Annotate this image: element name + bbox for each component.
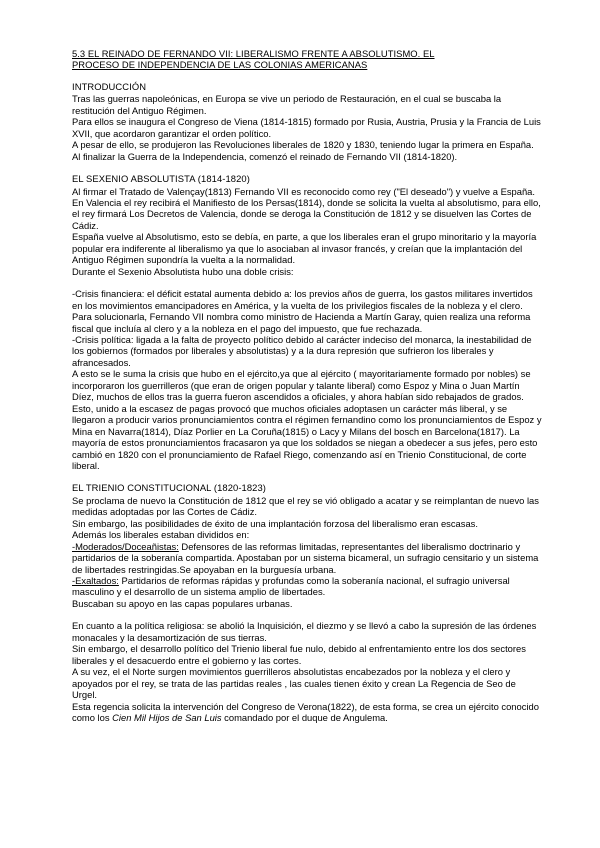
paragraph: -Crisis política: ligada a la falta de proyecto político debido al carácter indeciso del monarca, la inestabilidad de los gobiernos (formados por liberales y absolutistas) y a la dura represión que sufrieron los liberales y afrancesados. <box>72 333 532 368</box>
document-title <box>72 48 542 71</box>
paragraph: Además los liberales estaban divididos en: <box>72 529 250 541</box>
moderados-text: Defensores de las reformas limitadas, representantes del liberalismo doctrinario y partidarios de la soberanía compartida. Apostaban por un sistema bicameral, un sufragio censitario y un sistema de libertades restringidas.Se apoyaban en la burguesía urbana. <box>72 540 539 575</box>
exaltados-label: -Exaltados: <box>72 575 119 587</box>
title-line-1: 5.3 EL REINADO DE FERNANDO VII: LIBERALISMO FRENTE A ABSOLUTISMO. EL <box>72 48 435 59</box>
section-trienio-constitucional <box>72 482 542 723</box>
paragraph: España vuelve al Absolutismo, esto se debía, en parte, a que los liberales eran el grupo minoritario y la mayoría popular era indiferente al liberalismo ya que lo asociaban al invasor francés, y creían que la implantación del Antiguo Régimen supondría la vuelta a la normalidad. <box>72 231 537 266</box>
section-sexenio-absolutista <box>72 173 542 471</box>
paragraph: -Crisis financiera: el déficit estatal aumenta debido a: los previos años de guerra, los gastos militares invertidos en los movimientos emancipadores en América, y la vuelta de los privilegios fiscales de la nobleza y el clero. Para solucionarla, Fernando VII nombra como ministro de Hacienda a Martín Garay, quien realiza una reforma fiscal que incluía al clero y a la nobleza en el pago del impuesto, que fue rechazada. <box>72 288 533 334</box>
section-heading-trienio: EL TRIENIO CONSTITUCIONAL (1820-1823) <box>72 482 267 494</box>
verona-text-end: comandado por el duque de Angulema. <box>221 712 388 724</box>
verona-text-start: Esta regencia solicita la intervención del Congreso de Verona(1822), de esta forma, se crea un ejército conocido como los <box>72 700 539 724</box>
title-line-2: PROCESO DE INDEPENDENCIA DE LAS COLONIAS AMERICANAS <box>72 59 368 71</box>
paragraph: Tras las guerras napoleónicas, en Europa se vive un periodo de Restauración, en el cual se buscaba la restitución del Antiguo Régimen. <box>72 93 502 116</box>
paragraph: Sin embargo, el desarrollo político del Trienio liberal fue nulo, debido al enfrentamiento entre los dos sectores liberales y el desacuerdo entre el gobierno y las cortes. <box>72 643 526 666</box>
paragraph: En Valencia el rey recibirá el Manifiesto de los Persas(1814), donde se solicita la vuelta al absolutismo, para ello, el rey firmará Los Decretos de Valencia, donde se deroga la Constitución de 1812 y se disuelven las Cortes de Cádiz. <box>72 196 541 231</box>
paragraph: Al finalizar la Guerra de la Independencia, comenzó el reinado de Fernando VII (1814-1820). <box>72 150 458 162</box>
paragraph: A pesar de ello, se produjeron las Revoluciones liberales de 1820 y 1830, teniendo lugar la primera en España. <box>72 139 534 151</box>
paragraph-moderados <box>72 541 542 575</box>
paragraph-exaltados <box>72 575 542 598</box>
paragraph: En cuanto a la política religiosa: se abolió la Inquisición, el diezmo y se llevó a cabo la supresión de las órdenes monacales y la desamortización de sus tierras. <box>72 620 537 643</box>
section-heading-introduccion: INTRODUCCIÓN <box>72 80 147 92</box>
paragraph: Se proclama de nuevo la Constitución de 1812 que el rey se vió obligado a acatar y se reimplantan de nuevo las medidas adoptadas por las Cortes de Cádiz. <box>72 494 539 518</box>
paragraph: Al firmar el Tratado de Valençay(1813) Fernando VII es reconocido como rey ("El deseado") y vuelve a España. <box>72 185 535 197</box>
paragraph-verona <box>72 701 542 724</box>
cien-mil-hijos-italic: Cien Mil Hijos de San Luis <box>112 712 222 724</box>
paragraph: Sin embargo, las posibilidades de éxito de una implantación forzosa del liberalismo eran escasas. <box>72 517 478 529</box>
moderados-label: -Moderados/Doceañistas: <box>72 540 179 552</box>
paragraph: Buscaban su apoyo en las capas populares urbanas. <box>72 597 293 609</box>
paragraph: A su vez, el el Norte surgen movimientos guerrilleros absolutistas encabezados por la nobleza y el clero y apoyados por el rey, se trata de las partidas reales , las cuales tienen éxito y crean La Regencia de Seo de Urgel. <box>72 666 516 701</box>
paragraph: A esto se le suma la crisis que hubo en el ejército,ya que al ejército ( mayoritariamente formado por nobles) se incorporaron los guerrilleros (que eran de origen popular y talante liberal) como Espoz y Mina o Juan Martín Díez, muchos de ellos tras la guerra fueron ascendidos a oficiales, y ahora habían sido rebajados de grados. <box>72 368 531 403</box>
section-introduccion <box>72 81 542 162</box>
exaltados-text: Partidarios de reformas rápidas y profundas como la soberanía nacional, el sufragio universal masculino y el desarrollo de un sistema amplio de libertades. <box>72 575 510 598</box>
paragraph: Esto, unido a la escasez de pagas provocó que muchos oficiales adoptasen un carácter más liberal, y se llegaron a producir varios pronunciamientos contra el régimen fernandino como los pronunciamientos de Espoz y Mina en Navarra(1814), Díaz Porlier en La Coruña(1815) o Lacy y Milans del bosch en Barcelona(1817). La mayoría de estos pronunciamientos fracasaron ya que los soldados se niegan a obedecer a sus jefes, pero esto cambió en 1820 con el pronunciamiento de Rafael Riego, comenzando así en Trienio Constitucional, de corte liberal. <box>72 402 542 471</box>
paragraph: Para ellos se inaugura el Congreso de Viena (1814-1815) formado por Rusia, Austria, Prusia y la Francia de Luis XVII, que acordaron garantizar el orden político. <box>72 116 541 139</box>
document-page <box>72 48 542 723</box>
section-heading-sexenio: EL SEXENIO ABSOLUTISTA (1814-1820) <box>72 173 250 185</box>
paragraph: Durante el Sexenio Absolutista hubo una doble crisis: <box>72 265 294 277</box>
